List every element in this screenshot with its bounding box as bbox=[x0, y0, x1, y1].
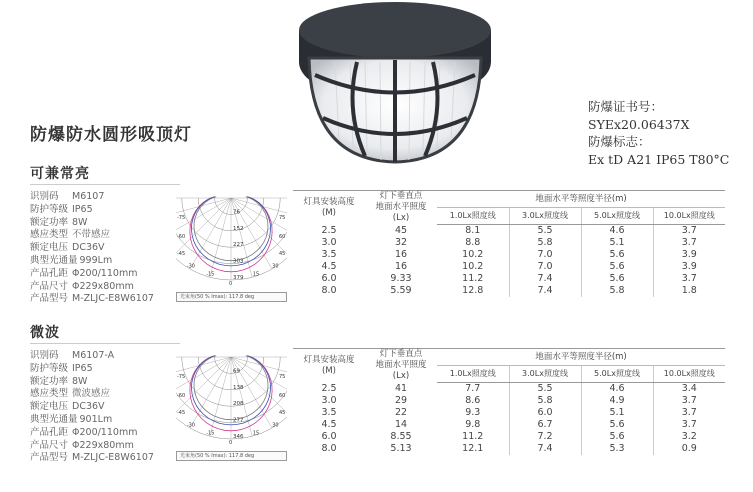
table-cell: 4.6 bbox=[581, 383, 653, 396]
table-cell: 3.7 bbox=[653, 407, 725, 419]
spec-key: 识别码 bbox=[30, 350, 59, 361]
table-row bbox=[293, 285, 725, 297]
table-row bbox=[293, 443, 725, 455]
col-group-radius: 地面水平等照度半径(m) bbox=[437, 349, 725, 366]
section-heading-microwave: 微波 bbox=[30, 325, 60, 341]
table-cell: 41 bbox=[394, 382, 408, 394]
table-cell: 12.1 bbox=[462, 443, 484, 454]
table-cell: 8.6 bbox=[465, 395, 481, 406]
spec-row bbox=[30, 401, 154, 414]
spec-list-constant bbox=[30, 191, 154, 306]
polar-spoke bbox=[176, 198, 231, 256]
table-cell: 3.7 bbox=[653, 419, 725, 431]
ring-label: 152 bbox=[233, 225, 244, 232]
table-row bbox=[293, 261, 725, 273]
col-1lx: 1.0Lx照度线 bbox=[437, 208, 509, 225]
spec-row bbox=[30, 217, 154, 230]
table-cell: 6.0 bbox=[321, 431, 337, 442]
page-title: 防爆防水圆形吸顶灯 bbox=[30, 125, 192, 145]
angle-label: 45 bbox=[279, 250, 286, 257]
angle-label: 60 bbox=[279, 393, 286, 400]
spec-value: M-ZLJC-E8W6107 bbox=[72, 293, 154, 305]
table-cell: 7.4 bbox=[509, 285, 581, 297]
table-cell: 6.7 bbox=[509, 419, 581, 431]
table-cell: 5.3 bbox=[581, 443, 653, 455]
table-cell: 6.0 bbox=[321, 273, 337, 284]
spec-value: 不带感应 bbox=[72, 229, 111, 241]
table-cell: 10.2 bbox=[462, 249, 484, 260]
angle-label: -75 bbox=[177, 214, 186, 221]
divider bbox=[30, 343, 180, 344]
table-cell: 4.5 bbox=[321, 261, 337, 272]
spec-key: 产品孔距 bbox=[30, 267, 69, 279]
table-cell: 32 bbox=[394, 237, 408, 248]
table-cell: 4.6 bbox=[581, 225, 653, 238]
spec-key: 防护等级 bbox=[30, 203, 69, 215]
ring-label: 346 bbox=[233, 434, 244, 440]
spec-row bbox=[30, 350, 154, 363]
table-cell: 8.8 bbox=[465, 237, 481, 248]
angle-label: 30 bbox=[272, 263, 279, 270]
angle-label: -15 bbox=[206, 430, 215, 437]
table-cell: 7.4 bbox=[509, 273, 581, 285]
spec-key: 典型光通量 bbox=[30, 254, 78, 266]
spec-key: 产品尺寸 bbox=[30, 280, 69, 292]
spec-key: 产品尺寸 bbox=[30, 439, 69, 451]
col-vertical-lux: 灯下垂直点 地面水平照度 (Lx) bbox=[365, 191, 437, 225]
ring-label: 227 bbox=[233, 242, 244, 249]
angle-label: -30 bbox=[186, 263, 195, 270]
table-cell: 16 bbox=[394, 249, 408, 260]
ring-label: 69 bbox=[233, 368, 240, 375]
spec-value: 8W bbox=[72, 216, 88, 228]
ring-label: 379 bbox=[233, 275, 244, 281]
table-cell: 8.1 bbox=[465, 225, 481, 236]
angle-label: 15 bbox=[252, 430, 260, 437]
polar-spoke bbox=[176, 357, 231, 415]
table-cell: 29 bbox=[394, 395, 408, 406]
col-mount-height: 灯具安装高度 (M) bbox=[293, 191, 365, 225]
table-row bbox=[293, 395, 725, 407]
angle-label: -75 bbox=[177, 373, 186, 380]
angle-label: 30 bbox=[272, 422, 279, 429]
table-cell: 5.6 bbox=[581, 249, 653, 261]
table-cell: 9.8 bbox=[465, 419, 481, 430]
spec-value: 901Lm bbox=[79, 413, 113, 425]
table-cell: 22 bbox=[394, 407, 408, 418]
spec-key: 额定功率 bbox=[30, 216, 69, 228]
table-cell: 3.5 bbox=[321, 407, 337, 418]
beam-angle-caption: 光束角(50 % Imax): 117.8 deg bbox=[176, 292, 287, 302]
ring-label: 277 bbox=[233, 417, 244, 424]
table-cell: 3.9 bbox=[653, 261, 725, 273]
angle-label: -60 bbox=[177, 393, 186, 400]
spec-value: Φ200/110mm bbox=[72, 267, 138, 279]
table-cell: 10.2 bbox=[462, 261, 484, 272]
table-cell: 9.33 bbox=[390, 273, 412, 284]
table-cell: 5.8 bbox=[581, 285, 653, 297]
product-photo bbox=[295, 0, 495, 174]
col-group-radius: 地面水平等照度半径(m) bbox=[437, 191, 725, 208]
table-cell: 3.0 bbox=[321, 237, 337, 248]
angle-label: 15 bbox=[252, 271, 260, 278]
spec-value: M-ZLJC-E8W6107 bbox=[72, 452, 154, 464]
table-cell: 3.2 bbox=[653, 431, 725, 443]
angle-label: 0 bbox=[229, 440, 233, 446]
spec-row bbox=[30, 388, 154, 401]
ring-label: 76 bbox=[233, 209, 240, 216]
spec-list-microwave bbox=[30, 350, 154, 465]
polar-diagram-constant bbox=[176, 190, 287, 287]
polar-spoke bbox=[190, 198, 231, 269]
angle-label: -45 bbox=[177, 250, 186, 257]
col-5lx: 5.0Lx照度线 bbox=[581, 366, 653, 383]
spec-value: DC36V bbox=[72, 242, 105, 254]
table-row bbox=[293, 431, 725, 443]
table-cell: 5.1 bbox=[581, 237, 653, 249]
spec-value: IP65 bbox=[72, 362, 93, 374]
table-cell: 5.13 bbox=[390, 443, 412, 454]
table-cell: 5.6 bbox=[581, 431, 653, 443]
angle-label: -30 bbox=[186, 422, 195, 429]
angle-label: 60 bbox=[279, 234, 286, 241]
spec-key: 产品孔距 bbox=[30, 426, 69, 438]
table-cell: 5.6 bbox=[581, 419, 653, 431]
angle-label: -60 bbox=[177, 234, 186, 241]
spec-row bbox=[30, 363, 154, 376]
spec-key: 额定电压 bbox=[30, 242, 69, 254]
spec-value: Φ229x80mm bbox=[72, 280, 134, 292]
table-cell: 5.6 bbox=[581, 273, 653, 285]
spec-value: 999Lm bbox=[79, 254, 113, 266]
table-cell: 6.0 bbox=[509, 407, 581, 419]
beam-angle-caption: 光束角(50 % Imax): 117.8 deg bbox=[176, 451, 287, 461]
table-cell: 8.0 bbox=[321, 285, 337, 296]
table-cell: 3.4 bbox=[653, 383, 725, 396]
angle-label: -45 bbox=[177, 409, 186, 416]
spec-key: 额定功率 bbox=[30, 375, 69, 387]
table-cell: 7.7 bbox=[465, 383, 481, 394]
certificate-block bbox=[588, 98, 729, 168]
table-cell: 9.3 bbox=[465, 407, 481, 418]
spec-value: 8W bbox=[72, 375, 88, 387]
table-cell: 7.0 bbox=[509, 261, 581, 273]
table-cell: 7.4 bbox=[509, 443, 581, 455]
ring-label: 208 bbox=[233, 401, 244, 408]
table-row bbox=[293, 407, 725, 419]
spec-row bbox=[30, 191, 154, 204]
table-cell: 11.2 bbox=[462, 431, 484, 442]
spec-row bbox=[30, 204, 154, 217]
table-cell: 14 bbox=[394, 419, 408, 430]
polar-diagram-microwave bbox=[176, 349, 287, 446]
table-row bbox=[293, 237, 725, 249]
table-cell: 7.0 bbox=[509, 249, 581, 261]
spec-value: 微波感应 bbox=[72, 388, 111, 400]
table-cell: 5.5 bbox=[509, 225, 581, 238]
spec-key: 识别码 bbox=[30, 191, 59, 202]
table-cell: 5.5 bbox=[509, 383, 581, 396]
table-cell: 3.5 bbox=[321, 249, 337, 260]
angle-label: 0 bbox=[229, 281, 233, 287]
section-heading-constant: 可兼常亮 bbox=[30, 166, 90, 182]
table-row bbox=[293, 249, 725, 261]
table-cell: 3.0 bbox=[321, 395, 337, 406]
col-3lx: 3.0Lx照度线 bbox=[509, 208, 581, 225]
divider bbox=[30, 184, 180, 185]
col-1lx: 1.0Lx照度线 bbox=[437, 366, 509, 383]
spec-row bbox=[30, 427, 154, 440]
spec-row bbox=[30, 268, 154, 281]
spec-row bbox=[30, 229, 154, 242]
polar-spoke bbox=[190, 357, 231, 428]
table-cell: 3.7 bbox=[653, 273, 725, 285]
spec-key: 典型光通量 bbox=[30, 413, 78, 425]
spec-row bbox=[30, 414, 154, 427]
spec-row bbox=[30, 440, 154, 453]
table-cell: 4.5 bbox=[321, 419, 337, 430]
spec-value: M6107 bbox=[72, 191, 105, 202]
table-cell: 12.8 bbox=[462, 285, 484, 296]
ring-label: 303 bbox=[233, 258, 244, 265]
spec-row bbox=[30, 293, 154, 306]
table-cell: 3.9 bbox=[653, 249, 725, 261]
table-cell: 5.6 bbox=[581, 261, 653, 273]
table-cell: 1.8 bbox=[653, 285, 725, 297]
table-cell: 3.7 bbox=[653, 237, 725, 249]
table-cell: 5.1 bbox=[581, 407, 653, 419]
spec-row bbox=[30, 242, 154, 255]
illuminance-table-microwave bbox=[293, 348, 725, 455]
table-row bbox=[293, 273, 725, 285]
table-cell: 5.8 bbox=[509, 395, 581, 407]
spec-value: Φ200/110mm bbox=[72, 426, 138, 438]
table-cell: 3.7 bbox=[653, 225, 725, 238]
spec-value: M6107-A bbox=[72, 350, 115, 361]
spec-row bbox=[30, 376, 154, 389]
angle-label: 45 bbox=[279, 409, 286, 416]
table-cell: 16 bbox=[394, 261, 408, 272]
spec-value: Φ229x80mm bbox=[72, 439, 134, 451]
table-cell: 0.9 bbox=[653, 443, 725, 455]
table-cell: 5.8 bbox=[509, 237, 581, 249]
spec-key: 额定电压 bbox=[30, 401, 69, 413]
table-cell: 45 bbox=[394, 224, 408, 236]
spec-value: IP65 bbox=[72, 203, 93, 215]
certificate-label: 防爆证书号： bbox=[588, 99, 664, 114]
table-row bbox=[293, 419, 725, 431]
ring-label: 138 bbox=[233, 384, 244, 391]
table-row bbox=[293, 383, 725, 396]
table-cell: 4.9 bbox=[581, 395, 653, 407]
illuminance-table-constant bbox=[293, 190, 725, 297]
spec-row bbox=[30, 281, 154, 294]
angle-label: 75 bbox=[279, 214, 286, 221]
angle-label: -15 bbox=[206, 271, 215, 278]
explosion-mark: Ex tD A21 IP65 T80°C bbox=[588, 151, 730, 167]
table-cell: 8.55 bbox=[390, 431, 412, 442]
table-cell: 3.7 bbox=[653, 395, 725, 407]
table-cell: 11.2 bbox=[462, 273, 484, 284]
col-mount-height: 灯具安装高度 (M) bbox=[293, 349, 365, 383]
spec-key: 产品型号 bbox=[30, 452, 69, 464]
col-vertical-lux: 灯下垂直点 地面水平照度 (Lx) bbox=[365, 349, 437, 383]
col-10lx: 10.0Lx照度线 bbox=[653, 208, 725, 225]
spec-key: 产品型号 bbox=[30, 293, 69, 305]
table-row bbox=[293, 225, 725, 238]
spec-key: 感应类型 bbox=[30, 229, 69, 241]
table-cell: 8.0 bbox=[321, 443, 337, 454]
col-3lx: 3.0Lx照度线 bbox=[509, 366, 581, 383]
col-10lx: 10.0Lx照度线 bbox=[653, 366, 725, 383]
table-cell: 2.5 bbox=[321, 382, 337, 394]
explosion-mark-label: 防爆标志： bbox=[588, 134, 651, 149]
table-cell: 7.2 bbox=[509, 431, 581, 443]
angle-label: 75 bbox=[279, 373, 286, 380]
table-cell: 5.59 bbox=[390, 285, 412, 296]
spec-key: 感应类型 bbox=[30, 388, 69, 400]
spec-row bbox=[30, 255, 154, 268]
spec-key: 防护等级 bbox=[30, 362, 69, 374]
table-cell: 2.5 bbox=[321, 224, 337, 236]
spec-row bbox=[30, 452, 154, 465]
spec-value: DC36V bbox=[72, 401, 105, 413]
certificate-number: SYEx20.06437X bbox=[588, 116, 690, 132]
col-5lx: 5.0Lx照度线 bbox=[581, 208, 653, 225]
